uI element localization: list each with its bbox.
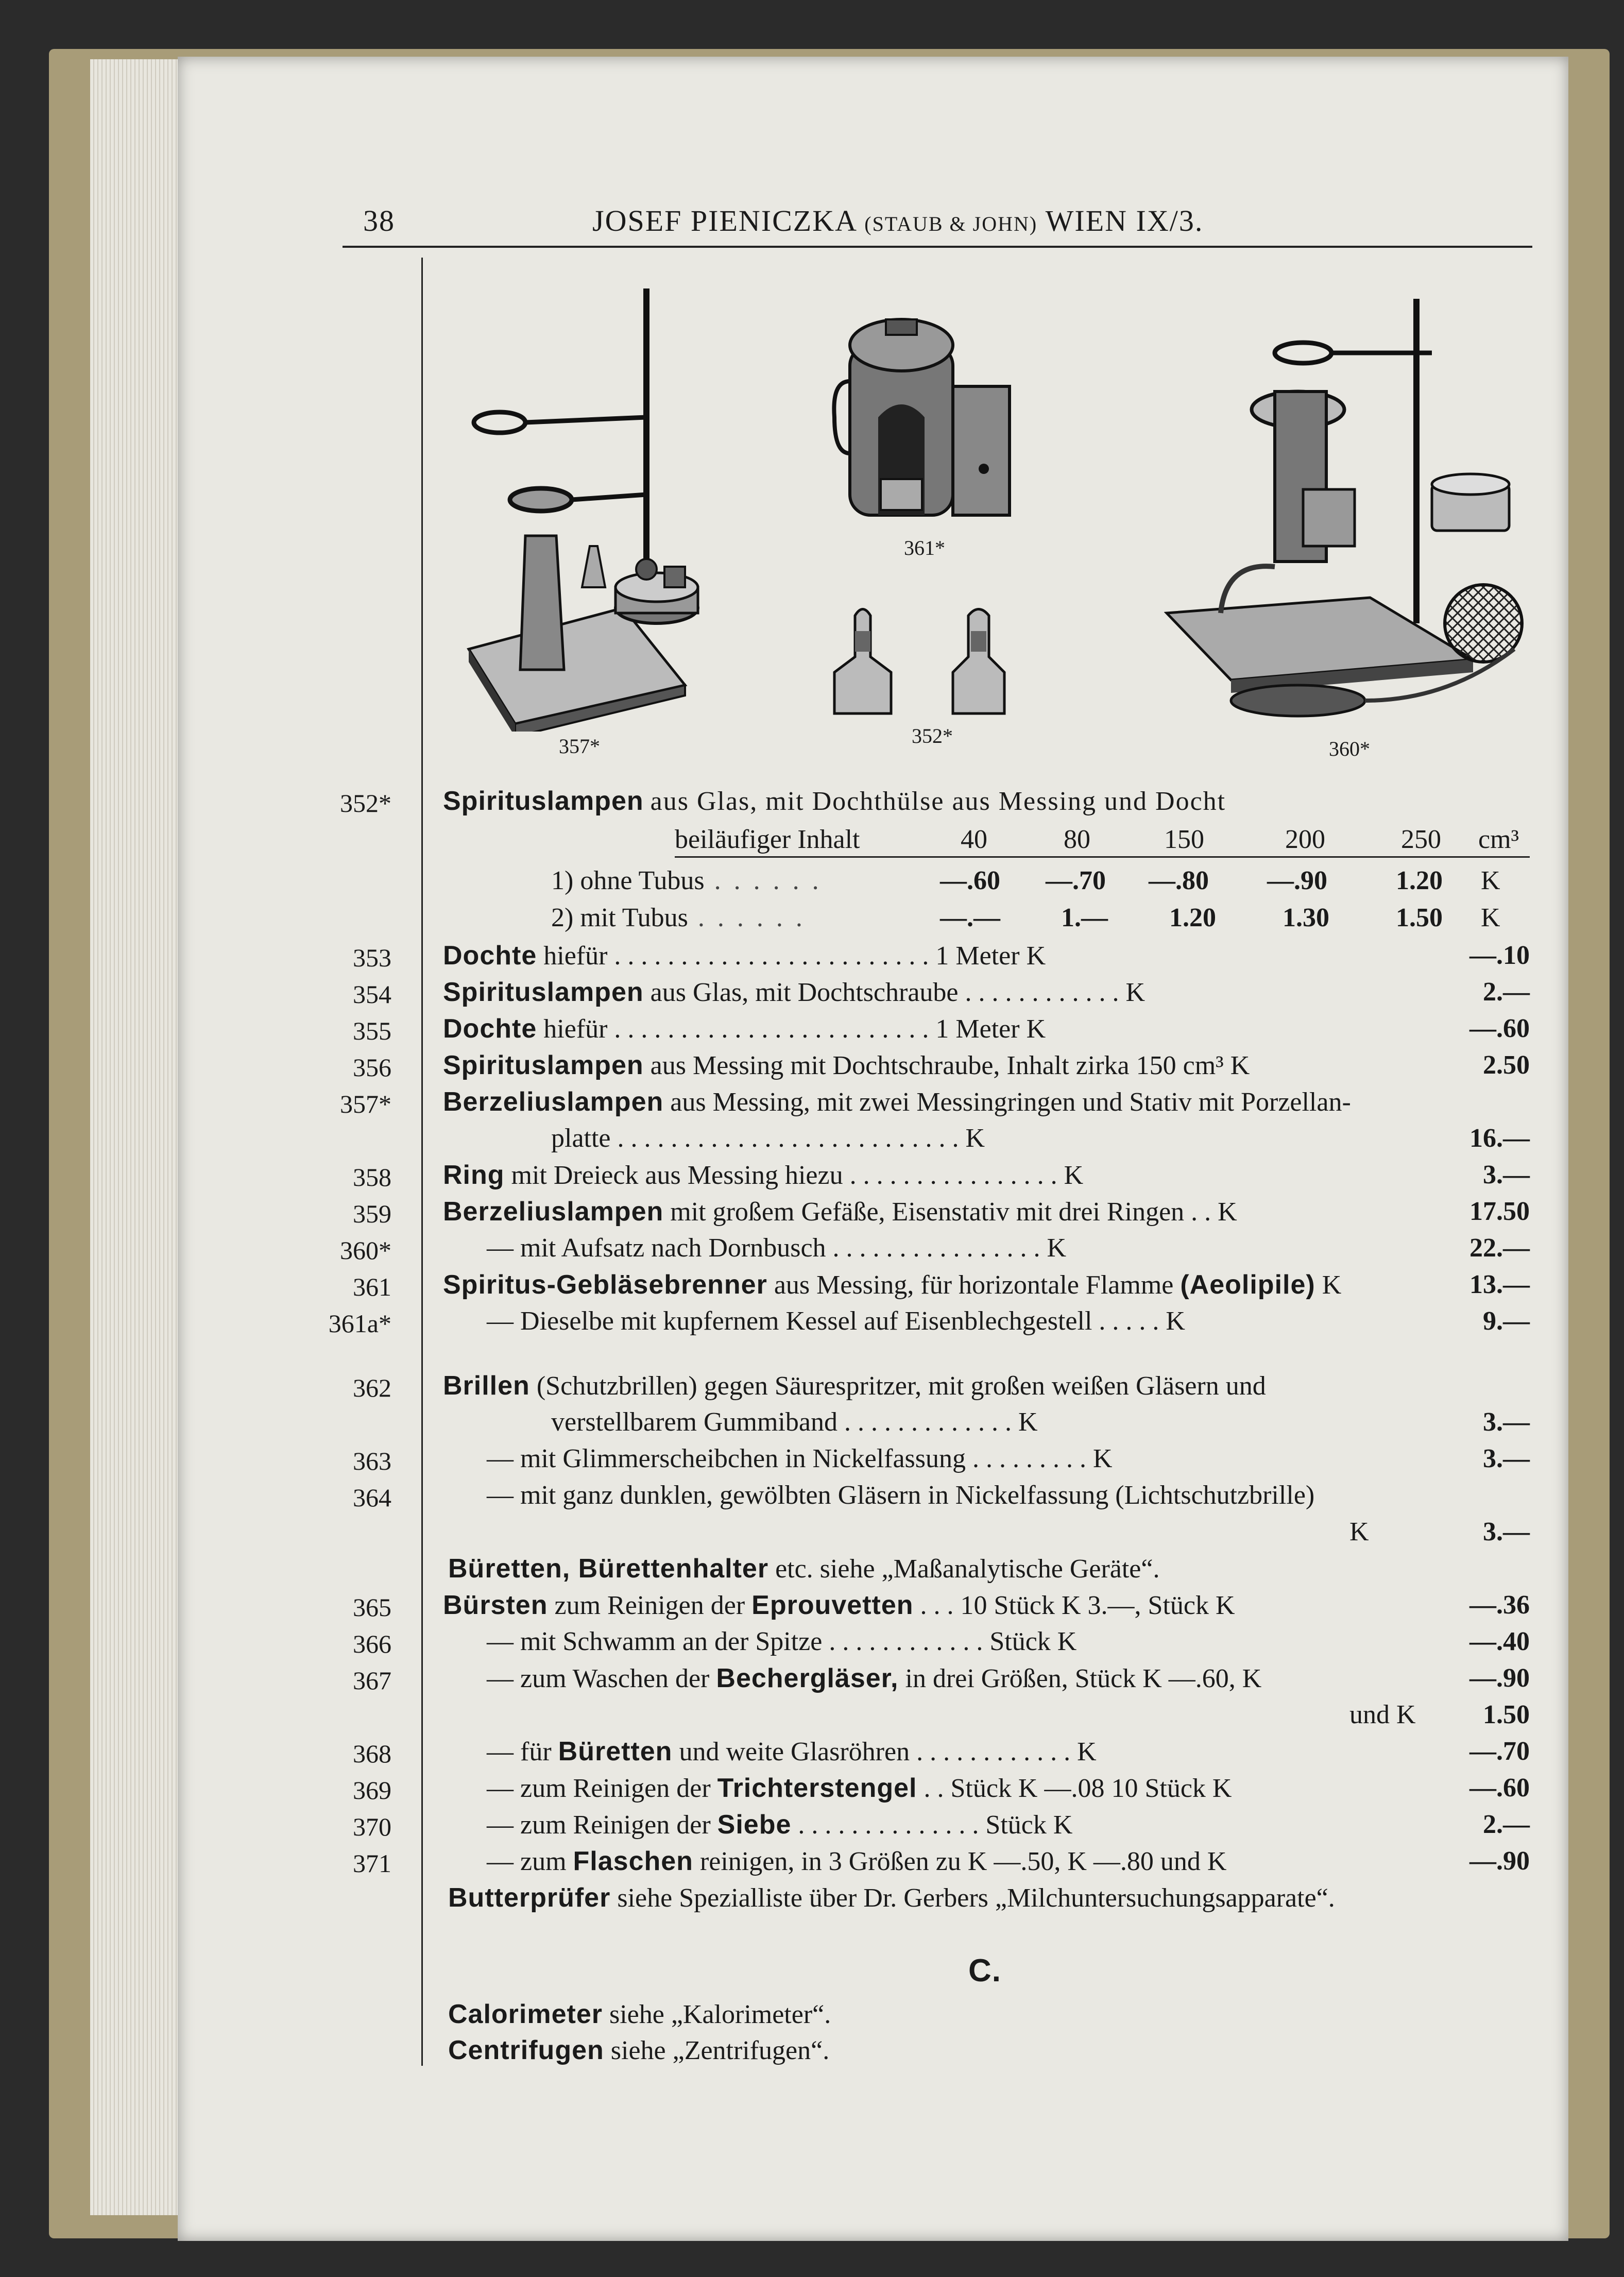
entry-description: (Schutzbrillen) gegen Säurespritzer, mit großen weißen Gläsern und xyxy=(536,1371,1266,1401)
entry-description: zum Waschen der xyxy=(520,1664,710,1693)
entry-keyword: Eprouvetten xyxy=(751,1590,914,1620)
entry-price: —.40 xyxy=(1469,1627,1530,1656)
entry-line xyxy=(443,1370,1266,1401)
entry-title: Dochte xyxy=(443,941,537,971)
dash-mark: — xyxy=(487,1774,514,1803)
entry-number: 366 xyxy=(353,1629,391,1658)
entry-price: 16.— xyxy=(1469,1124,1530,1153)
caption-361: 361* xyxy=(904,536,945,559)
entry-number: 368 xyxy=(353,1739,391,1768)
entry-title: Spiritus-Gebläsebrenner xyxy=(443,1270,767,1300)
entry-line xyxy=(443,1160,1083,1191)
row-label: 1) ohne Tubus xyxy=(551,866,705,895)
entry-number: 371 xyxy=(353,1849,391,1878)
firm-name: JOSEF PIENICZKA xyxy=(592,204,856,237)
entry-description: zum xyxy=(520,1847,567,1876)
entry-number: 355 xyxy=(353,1016,391,1045)
entry-line xyxy=(443,1590,1235,1621)
section-letter: C. xyxy=(968,1953,1001,1989)
dash-mark: — xyxy=(487,1233,514,1263)
entry-keyword: Trichterstengel xyxy=(717,1773,917,1803)
currency: K xyxy=(1481,903,1500,932)
caption-360: 360* xyxy=(1329,737,1370,760)
entry-price: 9.— xyxy=(1483,1306,1530,1336)
entry-description: aus Messing, mit zwei Messingringen und Stativ mit Porzellan- xyxy=(670,1087,1351,1117)
entry-calorimeter xyxy=(448,1999,831,2030)
size-col-1: 40 xyxy=(961,825,987,854)
entry-number: 370 xyxy=(353,1812,391,1841)
entry-number: 363 xyxy=(353,1447,391,1475)
entry-description: . . Stück K —.08 10 Stück K xyxy=(924,1774,1232,1803)
entry-line xyxy=(487,1736,1097,1767)
entry-line xyxy=(487,1233,1066,1263)
dash-mark: — xyxy=(487,1810,514,1840)
entry-price: 3.— xyxy=(1483,1517,1530,1547)
size-col-5: 250 xyxy=(1401,825,1441,854)
entry-line xyxy=(443,1196,1237,1227)
entry-price: 3.— xyxy=(1483,1160,1530,1190)
entry-price: 3.— xyxy=(1483,1407,1530,1437)
entry-price: —.60 xyxy=(1469,1014,1530,1043)
price-250: 1.20 xyxy=(1396,866,1443,895)
entry-description: aus Messing mit Dochtschraube, Inhalt zirka 150 cm³ K xyxy=(650,1051,1250,1080)
currency: K xyxy=(1481,866,1500,895)
page-edges xyxy=(90,59,188,2215)
entry-title: Spirituslampen xyxy=(443,977,644,1007)
entry-description: mit Glimmerscheibchen in Nickelfassung . . . . . . . . . K xyxy=(520,1444,1113,1473)
table-row-mit-tubus: 2) mit Tubus . . . . . . —.— 1.— 1.20 1.30 1.50 K xyxy=(551,903,1500,932)
entry-title: Bürsten xyxy=(443,1590,548,1620)
entry-number: 353 xyxy=(353,943,391,972)
entry-number: 362 xyxy=(353,1373,391,1402)
entry-line xyxy=(487,1809,1072,1840)
entry-number: 360* xyxy=(340,1236,391,1265)
entry-continuation: und K xyxy=(1349,1700,1416,1729)
entry-description: hiefür . . . . . . . . . . . . . . . . . . . . . . . . 1 Meter K xyxy=(543,941,1046,971)
entry-price: 13.— xyxy=(1469,1270,1530,1299)
entry-keyword: Büretten xyxy=(558,1737,673,1766)
entry-title: Berzeliuslampen xyxy=(443,1087,664,1117)
price-200: 1.30 xyxy=(1283,903,1329,932)
entry-number: 364 xyxy=(353,1483,391,1512)
dash-mark: — xyxy=(487,1737,514,1766)
header-rule xyxy=(343,246,1532,248)
entry-description: reinigen, in 3 Größen zu K —.50, K —.80 und K xyxy=(699,1847,1227,1876)
entry-price: 1.50 xyxy=(1483,1700,1530,1729)
entry-keyword: Bechergläser, xyxy=(716,1663,899,1693)
entry-number: 356 xyxy=(353,1053,391,1082)
price-150: 1.20 xyxy=(1169,903,1216,932)
size-col-3: 150 xyxy=(1164,825,1204,854)
page-header xyxy=(592,203,1203,238)
entry-keyword: Siebe xyxy=(717,1810,792,1840)
page-number: 38 xyxy=(363,204,395,237)
inhalt-label: beiläufiger Inhalt xyxy=(675,825,860,854)
entry-number: 369 xyxy=(353,1776,391,1805)
dash-mark: — xyxy=(487,1627,514,1656)
price-150: —.80 xyxy=(1149,866,1209,895)
entry-line xyxy=(487,1443,1113,1474)
entry-title: Calorimeter xyxy=(448,1999,603,2029)
firm-city: WIEN IX/3. xyxy=(1045,204,1204,237)
entry-description: K xyxy=(1322,1270,1342,1300)
entry-title: Dochte xyxy=(443,1014,537,1044)
size-header-row xyxy=(675,824,1530,858)
entry-description: siehe „Zentrifugen“. xyxy=(610,2036,830,2065)
entry-continuation: K xyxy=(1349,1517,1369,1547)
entry-description: aus Glas, mit Dochthülse aus Messing und Docht xyxy=(650,787,1226,816)
entry-description: Dieselbe mit kupfernem Kessel auf Eisenblechgestell . . . . . K xyxy=(520,1306,1185,1336)
entry-continuation: platte . . . . . . . . . . . . . . . . . . . . . . . . . . K xyxy=(551,1124,985,1153)
dash-mark: — xyxy=(487,1481,514,1510)
entry-description: aus Messing, für horizontale Flamme xyxy=(774,1270,1174,1300)
illustration-blast-burner-lantern xyxy=(829,314,1035,520)
entry-title: Spirituslampen xyxy=(443,786,644,816)
entry-price: —.36 xyxy=(1469,1590,1530,1620)
entry-price: 22.— xyxy=(1469,1233,1530,1263)
entry-continuation: verstellbarem Gummiband . . . . . . . . . . . . . K xyxy=(551,1407,1038,1437)
entry-352-heading xyxy=(443,786,1226,817)
entry-keyword: Flaschen xyxy=(573,1846,693,1876)
entry-number: 354 xyxy=(353,980,391,1009)
entry-description: zum Reinigen der xyxy=(520,1810,711,1840)
entry-line xyxy=(487,1480,1314,1510)
illustration-berzelius-lamp-stand xyxy=(453,278,700,732)
entry-description: und weite Glasröhren . . . . . . . . . . . . K xyxy=(679,1737,1097,1766)
entry-title: Büretten, Bürettenhalter xyxy=(448,1554,769,1584)
entry-description: zum Reinigen der xyxy=(554,1591,745,1620)
entry-price: —.90 xyxy=(1469,1663,1530,1693)
dash-mark: — xyxy=(487,1306,514,1336)
entry-price: —.70 xyxy=(1469,1737,1530,1766)
entry-price: 3.— xyxy=(1483,1444,1530,1473)
entry-line xyxy=(443,1086,1351,1117)
entry-line xyxy=(487,1663,1261,1694)
entry-number: 361a* xyxy=(328,1309,391,1338)
price-200: —.90 xyxy=(1267,866,1327,895)
entry-description: mit Aufsatz nach Dornbusch . . . . . . . . . . . . . . . . K xyxy=(520,1233,1067,1263)
row-label: 2) mit Tubus xyxy=(551,903,688,932)
entry-number: 367 xyxy=(353,1666,391,1695)
entry-centrifugen xyxy=(448,2035,829,2066)
entry-line xyxy=(443,1269,1341,1300)
size-col-4: 200 xyxy=(1285,825,1325,854)
entry-description: zum Reinigen der xyxy=(520,1774,711,1803)
caption-357: 357* xyxy=(559,735,600,758)
entry-description: hiefür . . . . . . . . . . . . . . . . . . . . . . . . 1 Meter K xyxy=(543,1014,1046,1044)
entry-title: Centrifugen xyxy=(448,2035,604,2065)
entry-description: siehe Spezialliste über Dr. Gerbers „Milchuntersuchungsapparate“. xyxy=(617,1883,1335,1913)
entry-line xyxy=(448,1882,1335,1913)
number-column-rule xyxy=(421,258,423,2066)
entry-number: 352* xyxy=(340,789,391,818)
entry-line xyxy=(487,1846,1226,1877)
entry-number: 361 xyxy=(353,1272,391,1301)
dash-mark: — xyxy=(487,1444,514,1473)
entry-title: Berzeliuslampen xyxy=(443,1197,664,1227)
price-40: —.— xyxy=(940,903,1000,932)
entry-line xyxy=(551,1123,985,1153)
entry-number: 358 xyxy=(353,1163,391,1192)
entry-title: Spirituslampen xyxy=(443,1050,644,1080)
entry-line xyxy=(487,1306,1185,1336)
entry-line xyxy=(551,1407,1038,1437)
entry-price: —.10 xyxy=(1469,941,1530,970)
entry-description: mit Schwamm an der Spitze . . . . . . . . . . . . Stück K xyxy=(520,1627,1077,1656)
entry-number: 359 xyxy=(353,1199,391,1228)
entry-price: 2.— xyxy=(1483,977,1530,1007)
entry-description: aus Glas, mit Dochtschraube . . . . . . . . . . . . K xyxy=(650,978,1146,1007)
price-80: —.70 xyxy=(1046,866,1106,895)
dash-mark: — xyxy=(487,1847,514,1876)
entry-title: Brillen xyxy=(443,1371,530,1401)
entry-description: mit Dreieck aus Messing hiezu . . . . . . . . . . . . . . . . K xyxy=(511,1161,1084,1190)
entry-description: siehe „Kalorimeter“. xyxy=(609,2000,831,2029)
caption-352: 352* xyxy=(912,724,953,747)
entry-line xyxy=(443,977,1145,1008)
entry-number: 365 xyxy=(353,1593,391,1622)
entry-description: in drei Größen, Stück K —.60, K xyxy=(905,1664,1262,1693)
entry-line xyxy=(443,1050,1250,1081)
price-40: —.60 xyxy=(940,866,1000,895)
entry-description: mit ganz dunklen, gewölbten Gläsern in Nickelfassung (Lichtschutzbrille) xyxy=(520,1481,1315,1510)
entry-price: 2.50 xyxy=(1483,1050,1530,1080)
dash-mark: — xyxy=(487,1664,514,1693)
entry-description: etc. siehe „Maßanalytische Geräte“. xyxy=(775,1554,1160,1584)
price-250: 1.50 xyxy=(1396,903,1443,932)
entry-keyword: (Aeolipile) xyxy=(1180,1270,1315,1300)
illustration-dornbusch-apparatus xyxy=(1164,288,1525,732)
table-row-ohne-tubus: 1) ohne Tubus . . . . . . —.60 —.70 —.80 —.90 1.20 K xyxy=(551,866,1500,895)
entry-line xyxy=(448,1553,1159,1584)
entry-line xyxy=(443,940,1046,971)
entry-price: 2.— xyxy=(1483,1810,1530,1839)
entry-description: für xyxy=(520,1737,552,1766)
entry-number: 357* xyxy=(340,1090,391,1118)
entry-title: Ring xyxy=(443,1160,505,1190)
size-col-2: 80 xyxy=(1064,825,1090,854)
entry-description: . . . . . . . . . . . . . . Stück K xyxy=(798,1810,1073,1840)
unit-label: cm³ xyxy=(1478,825,1519,854)
entry-price: —.90 xyxy=(1469,1846,1530,1876)
entry-price: —.60 xyxy=(1469,1773,1530,1803)
entry-title: Butterprüfer xyxy=(448,1883,611,1913)
illustration-spirit-lamps xyxy=(824,600,1030,716)
entry-line xyxy=(487,1626,1076,1657)
entry-price: 17.50 xyxy=(1469,1197,1530,1226)
price-80: 1.— xyxy=(1061,903,1108,932)
entry-description: . . . 10 Stück K 3.—, Stück K xyxy=(920,1591,1235,1620)
firm-partners: (STAUB & JOHN) xyxy=(864,212,1038,235)
entry-line xyxy=(487,1773,1232,1804)
entry-description: mit großem Gefäße, Eisenstativ mit drei Ringen . . K xyxy=(670,1197,1237,1227)
entry-line xyxy=(443,1013,1046,1044)
